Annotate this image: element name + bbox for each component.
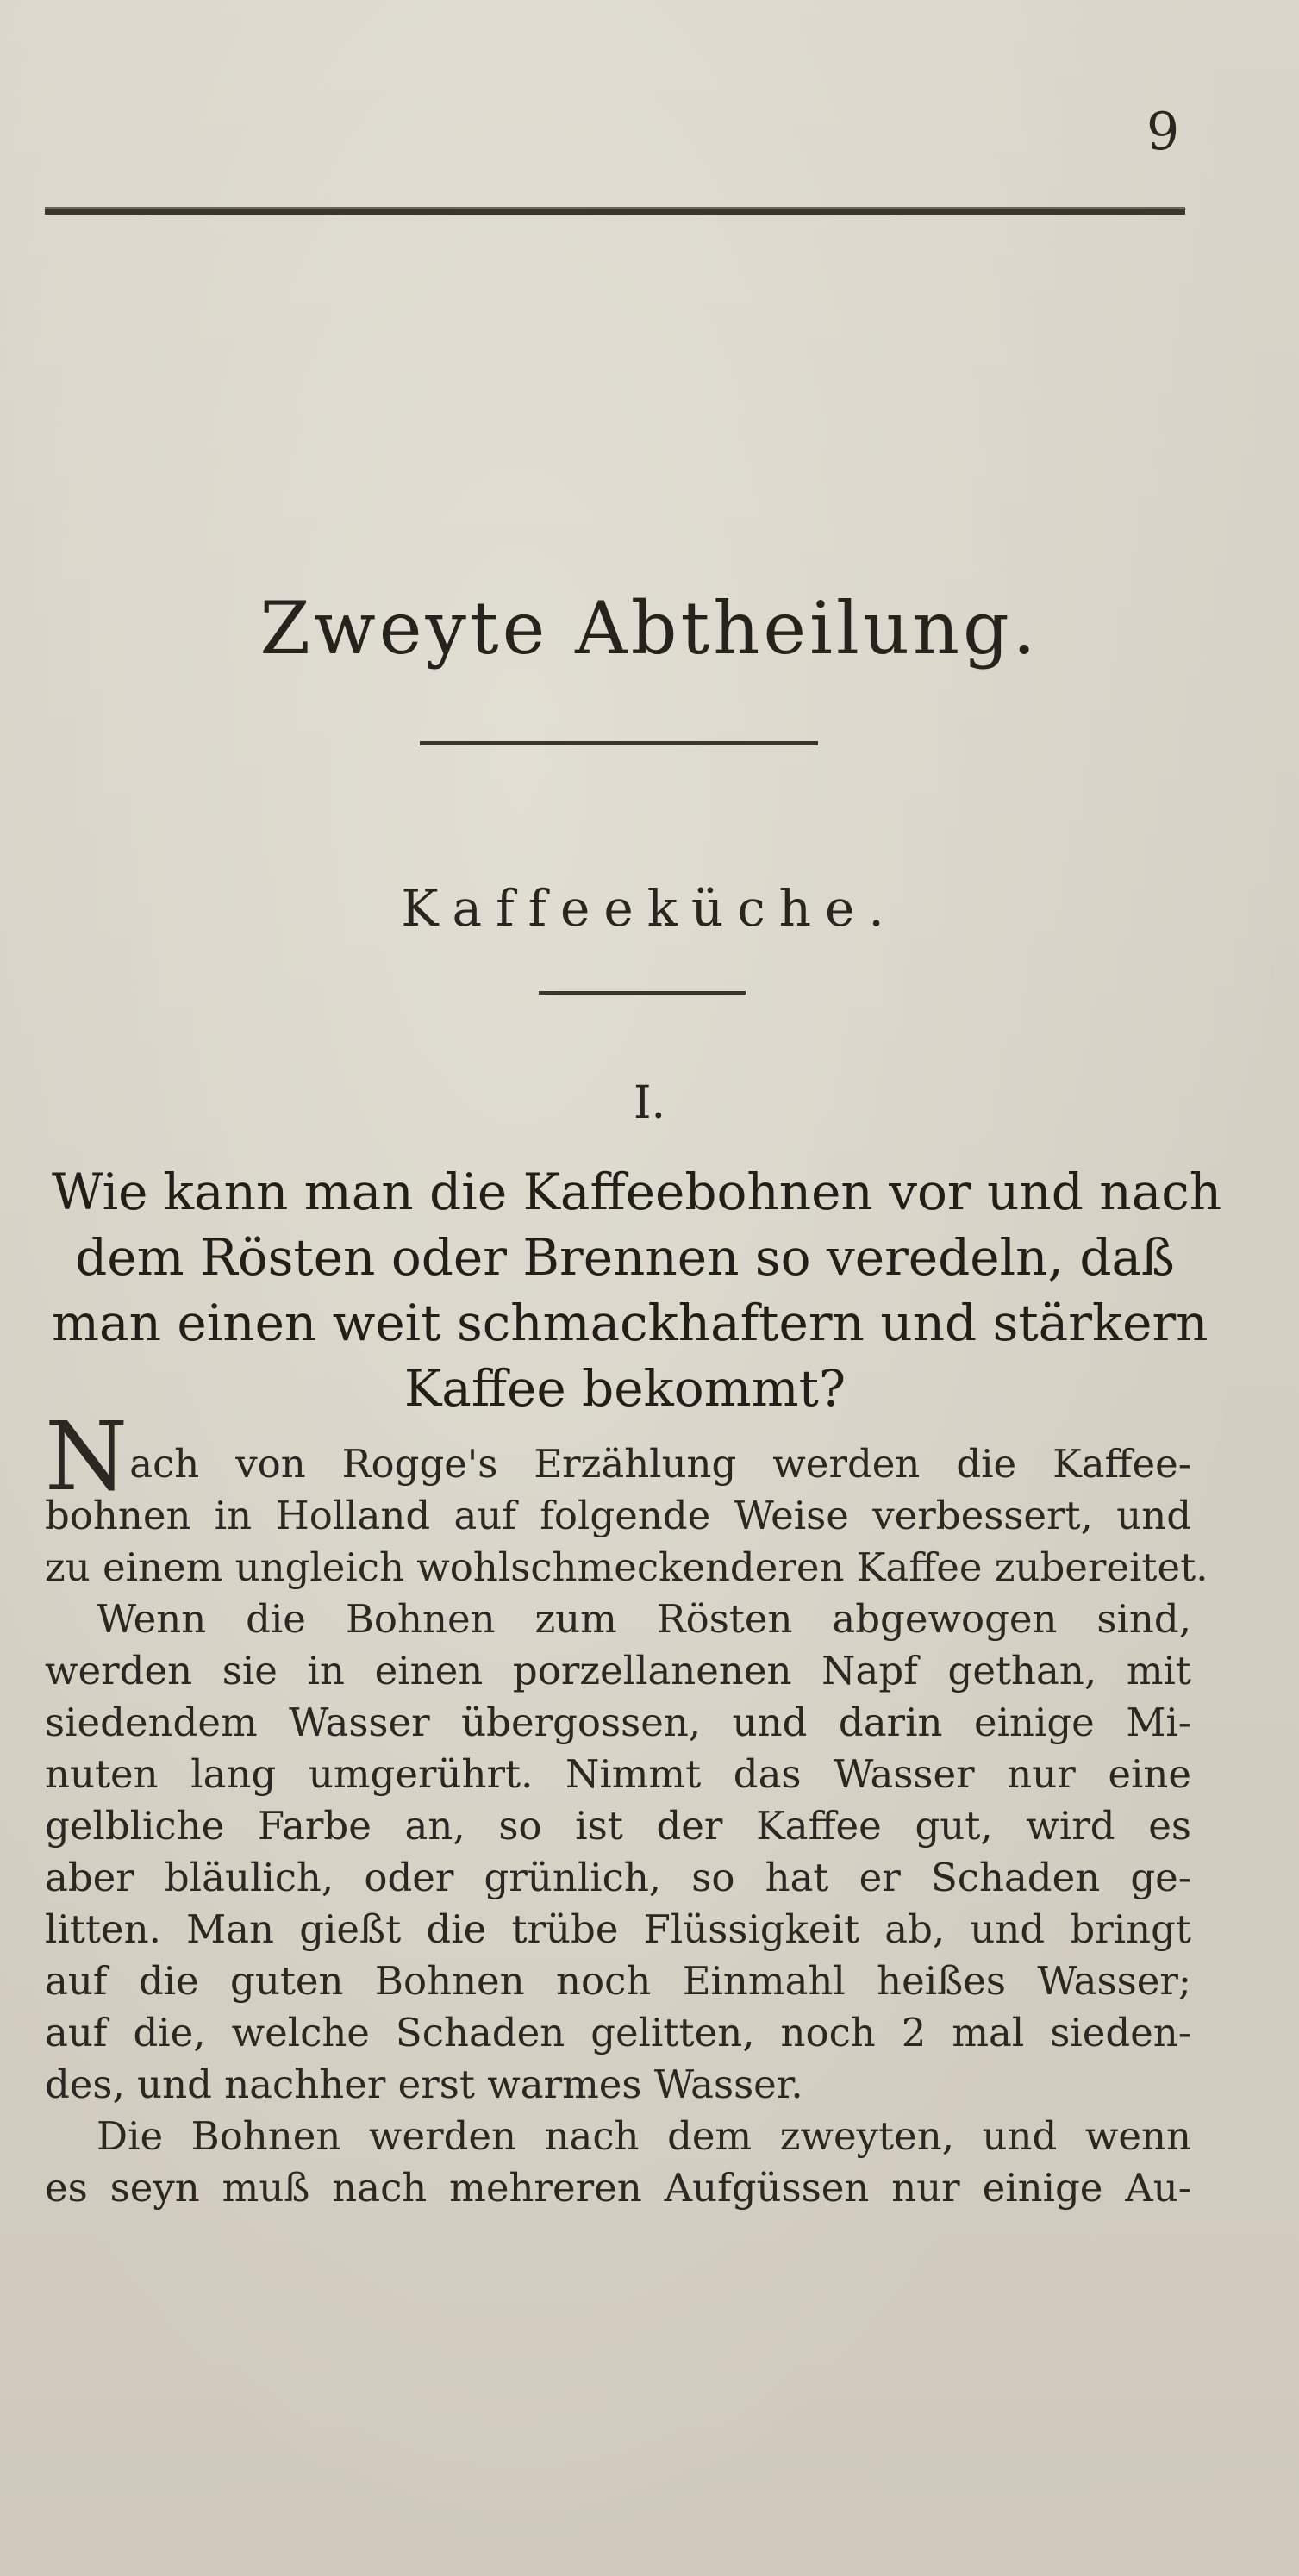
section-heading: Zweyte Abtheilung.: [259, 586, 1040, 671]
body-line-text: ach von Rogge's Erzählung werden die Kaffee-: [129, 1441, 1191, 1487]
body-line: auf die, welche Schaden gelitten, noch 2 mal sieden-: [45, 2010, 1191, 2055]
drop-cap: N: [45, 1401, 128, 1512]
header-rule: [45, 209, 1185, 215]
question-line: dem Rösten oder Brennen so veredeln, daß: [75, 1228, 1175, 1287]
question-line: Wie kann man die Kaffeebohnen vor und nach: [52, 1163, 1222, 1221]
body-line: werden sie in einen porzellanenen Napf gethan, mit: [45, 1648, 1191, 1693]
body-line: gelbliche Farbe an, so ist der Kaffee gut, wird es: [45, 1803, 1191, 1849]
body-line: siedendem Wasser übergossen, und darin einige Mi-: [45, 1700, 1191, 1745]
body-line: litten. Man gießt die trübe Flüssigkeit ab, und bringt: [45, 1906, 1191, 1952]
subheading-divider: [539, 991, 746, 995]
body-line: bohnen in Holland auf folgende Weise verbessert, und: [45, 1493, 1191, 1538]
header-rule-thin: [45, 207, 1185, 209]
body-line: nuten lang umgerührt. Nimmt das Wasser nur eine: [45, 1751, 1191, 1797]
chapter-subheading: Kaffeeküche.: [401, 879, 898, 938]
body-line: Wenn die Bohnen zum Rösten abgewogen sind,: [97, 1596, 1191, 1642]
question-line: Kaffee bekommt?: [403, 1359, 846, 1418]
body-line: [45, 1401, 1191, 1512]
question-heading: [52, 1159, 1222, 1421]
body-line: des, und nachher erst warmes Wasser.: [45, 2061, 803, 2107]
body-line: es seyn muß nach mehreren Aufgüssen nur einige Au-: [45, 2165, 1191, 2211]
page-number: 9: [1146, 102, 1180, 162]
section-numeral: I.: [633, 1077, 666, 1129]
body-line: aber bläulich, oder grünlich, so hat er Schaden ge-: [45, 1855, 1191, 1900]
body-line: Die Bohnen werden nach dem zweyten, und wenn: [97, 2113, 1191, 2159]
body-paragraphs: [45, 1401, 1208, 2214]
heading-divider: [420, 741, 818, 745]
body-line: auf die guten Bohnen noch Einmahl heißes Wasser;: [45, 1958, 1191, 2004]
body-line: zu einem ungleich wohlschmeckenderen Kaffee zubereitet.: [45, 1544, 1208, 1590]
question-line: man einen weit schmackhaftern und stärkern: [52, 1294, 1208, 1352]
